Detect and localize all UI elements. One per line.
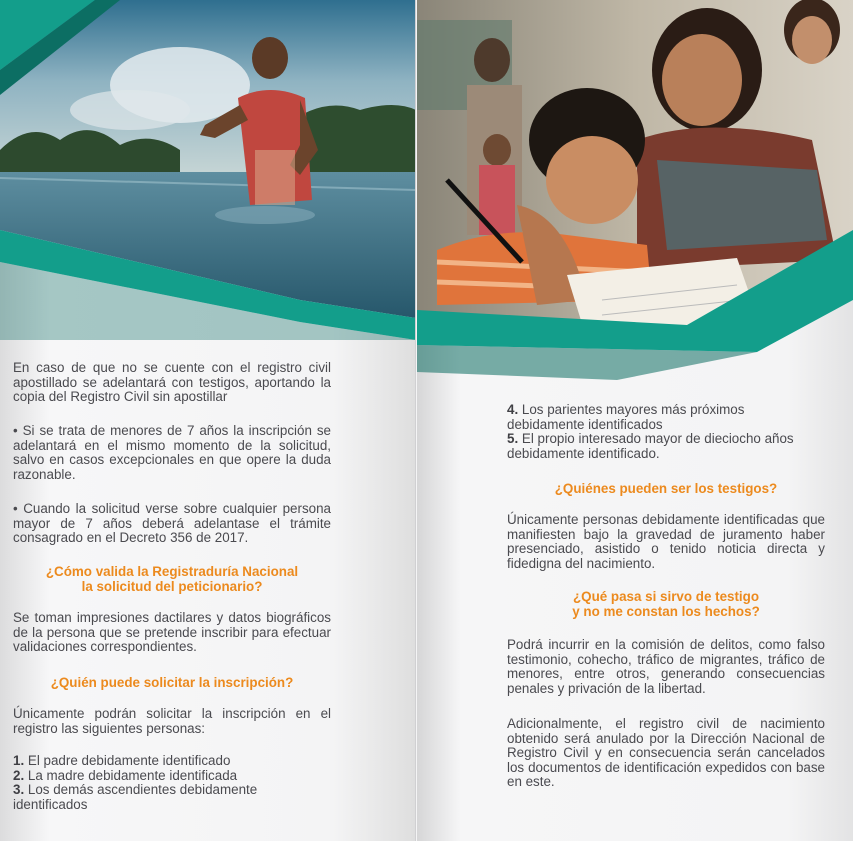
left-panel xyxy=(0,0,416,841)
left-photo-banner xyxy=(0,0,416,340)
bullet-two xyxy=(13,502,331,546)
question-who-heading xyxy=(13,676,331,691)
applicant-list-left xyxy=(13,754,331,812)
question-witnesses-heading xyxy=(507,482,825,497)
list-item: 1. El padre debidamente identificado xyxy=(13,753,231,768)
validation-answer xyxy=(13,611,331,655)
list-item: 2. La madre debidamente identificada xyxy=(13,767,238,783)
who-answer-intro xyxy=(13,707,331,736)
false-witness-answer xyxy=(507,638,825,696)
answer-paragraph: Únicamente podrán solicitar la inscripción en el registro las siguientes personas: xyxy=(13,706,331,736)
left-intro-text xyxy=(13,361,331,405)
intro-paragraph: En caso de que no se cuente con el registro civil apostillado se adelantará con testigos, aportando la copia del Registro Civil sin apostillar xyxy=(13,360,331,405)
answer-paragraph: Adicionalmente, el registro civil de nacimiento obtenido será anulado por la Dirección Nacional de Registro Civil y en consecuencia serán cancelados los documentos de identificación expedidos con base en este. xyxy=(507,716,825,790)
answer-paragraph: Se toman impresiones dactilares y datos biográficos de la persona que se pretende inscribir para efectuar validaciones correspondientes. xyxy=(13,610,331,655)
question-line: ¿Quién puede solicitar la inscripción? xyxy=(50,675,294,690)
question-line: la solicitud del peticionario? xyxy=(81,578,263,594)
bullet-one xyxy=(13,424,331,482)
right-panel xyxy=(417,0,853,841)
question-false-witness-heading xyxy=(507,590,825,619)
list-item: 3. Los demás ascendientes debidamente identificados xyxy=(13,782,258,812)
bullet-paragraph: • Si se trata de menores de 7 años la inscripción se adelantará en el mismo momento de la solicitud, salvo en casos excepcionales en que opere la duda razonable. xyxy=(13,423,331,482)
question-line: y no me constan los hechos? xyxy=(572,603,760,619)
list-item: 4. Los parientes mayores más próximos debidamente identificados xyxy=(507,402,745,432)
witnesses-answer xyxy=(507,513,825,571)
question-line: ¿Cómo valida la Registraduría Nacional xyxy=(45,564,299,579)
bullet-paragraph: • Cuando la solicitud verse sobre cualquier persona mayor de 7 años deberá adelantase el trámite consagrado en el Decreto 356 de 2017. xyxy=(13,501,331,546)
answer-paragraph: Únicamente personas debidamente identificadas que manifiesten bajo la gravedad de juramento haber presenciado, asistido o tenido noticia directa y fidedigna del nacimiento. xyxy=(507,512,825,571)
right-photo-banner xyxy=(417,0,853,380)
answer-paragraph: Podrá incurrir en la comisión de delitos, como falso testimonio, cohecho, tráfico de migrantes, tráfico de menores, entre otros, generando consecuencias penales y privación de la libertad. xyxy=(507,637,825,696)
applicant-list-right xyxy=(507,403,825,461)
question-validation-heading xyxy=(13,565,331,594)
annulment-paragraph xyxy=(507,717,825,790)
question-line: ¿Quiénes pueden ser los testigos? xyxy=(554,481,778,496)
list-item: 5. El propio interesado mayor de dieciocho años debidamente identificado. xyxy=(507,431,794,461)
question-line: ¿Qué pasa si sirvo de testigo xyxy=(572,589,760,604)
